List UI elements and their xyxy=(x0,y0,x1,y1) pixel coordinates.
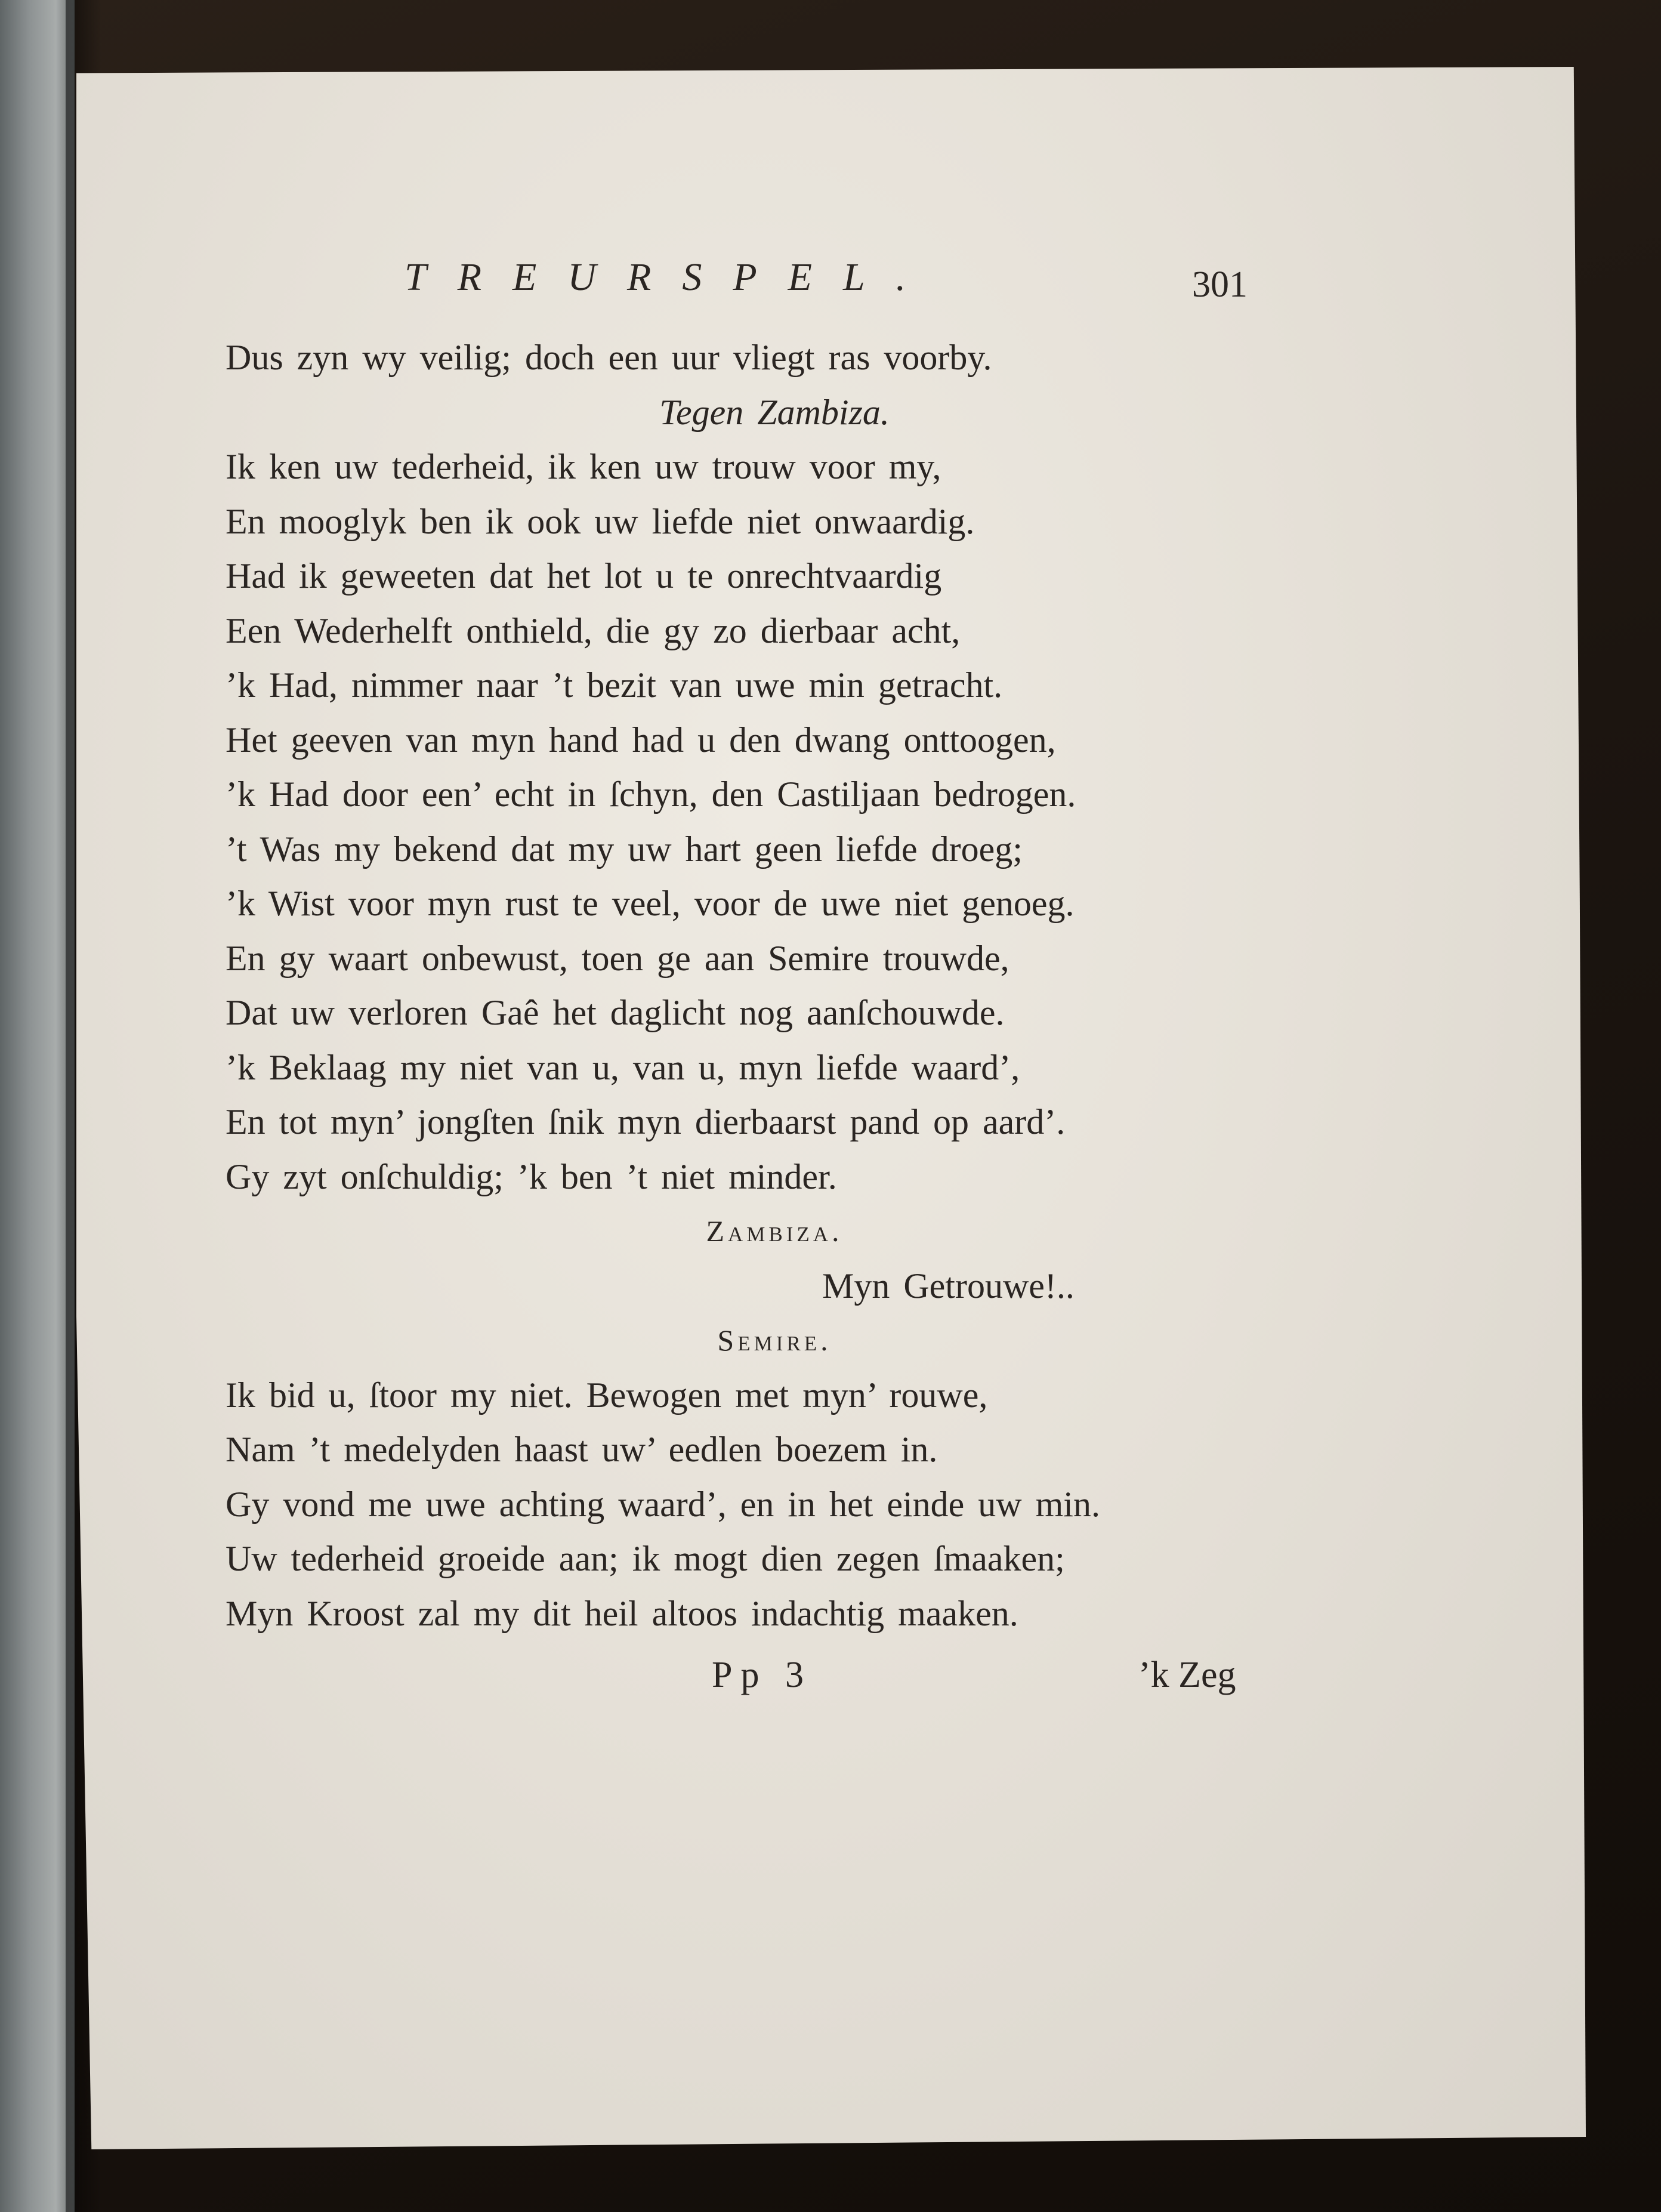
speaker-name: Semire. xyxy=(717,1324,832,1357)
signature-mark: Pp 3 xyxy=(712,1655,812,1695)
page-number: 301 xyxy=(1192,264,1248,305)
verse-line: Het geeven van myn hand had u den dwang onttoogen, xyxy=(226,720,1056,760)
page-footer xyxy=(76,1654,1586,1714)
page-content xyxy=(76,67,1586,2149)
verse-line: Gy zyt onſchuldig; ’k ben ’t niet minder. xyxy=(226,1156,837,1196)
running-head: TREURSPEL. xyxy=(405,255,937,299)
verse-line: ’k Beklaag my niet van u, van u, myn liefde waard’, xyxy=(226,1047,1020,1087)
verse-line: Ik ken uw tederheid, ik ken uw trouw voor my, xyxy=(226,447,941,486)
verse-line: ’k Wist voor myn rust te veel, voor de uwe niet genoeg. xyxy=(226,884,1075,923)
verse-line: Een Wederhelft onthield, die gy zo dierbaar acht, xyxy=(226,610,961,650)
verse-line: En tot myn’ jongſten ſnik myn dierbaarst pand op aard’. xyxy=(226,1102,1066,1142)
verse-line: En mooglyk ben ik ook uw liefde niet onwaardig. xyxy=(226,501,975,541)
verse-line: Ik bid u, ſtoor my niet. Bewogen met myn’ rouwe, xyxy=(226,1375,988,1415)
verse-text-block xyxy=(226,331,1329,1641)
stage-direction: Tegen Zambiza. xyxy=(659,392,890,432)
catchword: ’k Zeg xyxy=(1138,1655,1236,1695)
adjacent-left-page xyxy=(0,0,75,2212)
verse-line: Had ik geweeten dat het lot u te onrechtvaardig xyxy=(226,556,942,596)
verse-line: ’t Was my bekend dat my uw hart geen liefde droeg; xyxy=(226,829,1023,869)
speaker-name: Zambiza. xyxy=(706,1214,843,1248)
verse-line: Myn Kroost zal my dit heil altoos indachtig maaken. xyxy=(226,1593,1018,1633)
verse-line: Myn Getrouwe!.. xyxy=(822,1266,1075,1306)
verse-line: Gy vond me uwe achting waard’, en in het einde uw min. xyxy=(226,1484,1100,1524)
verse-line: Dat uw verloren Gaê het daglicht nog aanſchouwde. xyxy=(226,993,1005,1032)
verse-line: ’k Had, nimmer naar ’t bezit van uwe min getracht. xyxy=(226,665,1003,705)
verse-line: ’k Had door een’ echt in ſchyn, den Castiljaan bedrogen. xyxy=(226,775,1076,814)
verse-line: Nam ’t medelyden haast uw’ eedlen boezem in. xyxy=(226,1430,938,1469)
verse-line: En gy waart onbewust, toen ge aan Semire trouwde, xyxy=(226,938,1009,978)
verse-line: Uw tederheid groeide aan; ik mogt dien zegen ſmaaken; xyxy=(226,1539,1065,1578)
verse-line: Dus zyn wy veilig; doch een uur vliegt ras voorby. xyxy=(226,338,992,377)
